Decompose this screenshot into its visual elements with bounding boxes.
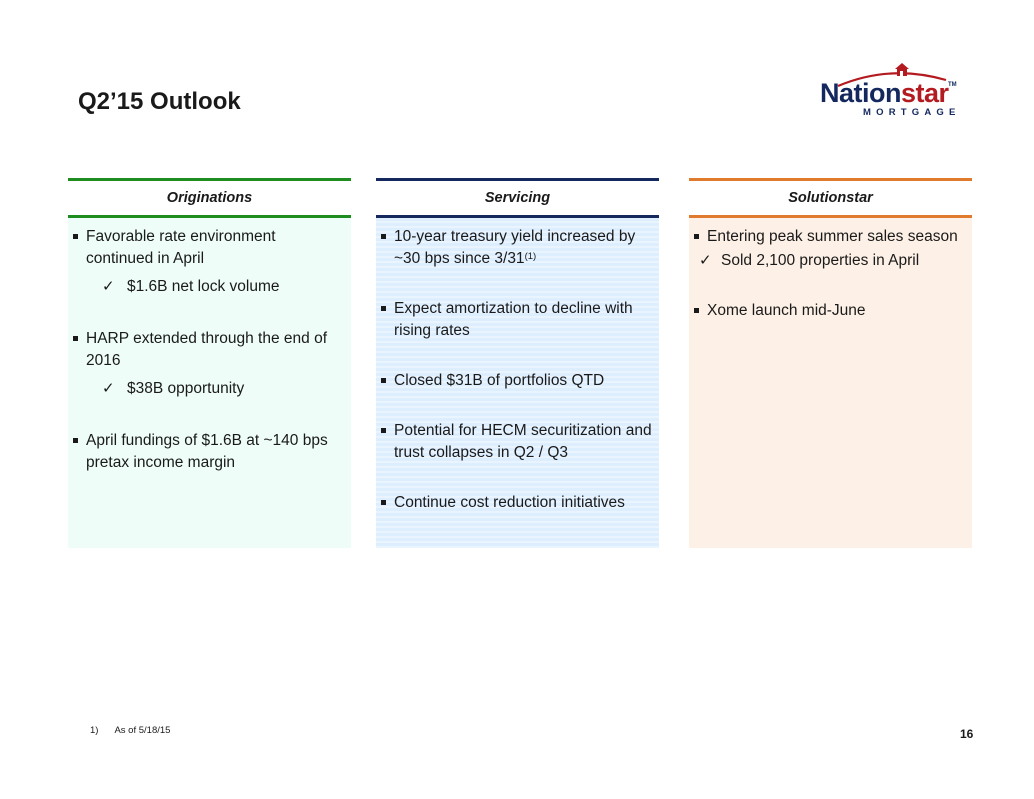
- check-icon: ✓: [102, 278, 115, 295]
- logo-wordmark: [820, 78, 949, 109]
- logo-word-nation: Nation: [820, 78, 901, 108]
- footnote-ref: (1): [524, 251, 537, 262]
- bullet-item: Expect amortization to decline with rising rates: [380, 298, 655, 342]
- nationstar-logo: [818, 62, 961, 120]
- bullet-item: Favorable rate environment continued in April: [72, 226, 347, 270]
- footnote-text: As of 5/18/15: [114, 725, 171, 736]
- originations-header: Originations: [68, 178, 351, 218]
- bullet-item: April fundings of $1.6B at ~140 bps pretax income margin: [72, 430, 347, 474]
- check-item-text: $38B opportunity: [127, 380, 245, 397]
- house-icon: [895, 63, 909, 76]
- logo-trademark: TM: [948, 82, 957, 88]
- check-item: [693, 250, 968, 272]
- solutionstar-column: [689, 178, 972, 548]
- bullet-item: Entering peak summer sales season: [693, 226, 968, 248]
- originations-column: [68, 178, 351, 548]
- check-item: [72, 276, 347, 298]
- page-number: 16: [960, 727, 974, 741]
- bullet-item: HARP extended through the end of 2016: [72, 328, 347, 372]
- bullet-item-text: 10-year treasury yield increased by ~30 bps since 3/31: [394, 228, 636, 267]
- check-item-text: Sold 2,100 properties in April: [721, 252, 920, 269]
- footnote: [90, 725, 170, 736]
- check-item: [72, 378, 347, 400]
- servicing-body: [376, 218, 659, 548]
- solutionstar-header: Solutionstar: [689, 178, 972, 218]
- logo-word-star: star: [901, 78, 949, 108]
- slide-title: Q2’15 Outlook: [78, 88, 241, 115]
- check-icon: ✓: [699, 252, 712, 269]
- solutionstar-body: [689, 218, 972, 548]
- bullet-item: Xome launch mid-June: [693, 300, 968, 322]
- bullet-item: Closed $31B of portfolios QTD: [380, 370, 655, 392]
- check-icon: ✓: [102, 380, 115, 397]
- originations-body: [68, 218, 351, 548]
- servicing-column: [376, 178, 659, 548]
- logo-subtitle: MORTGAGE: [863, 107, 961, 118]
- check-item-text: $1.6B net lock volume: [127, 278, 280, 295]
- footnote-number: 1): [90, 725, 99, 736]
- servicing-header: Servicing: [376, 178, 659, 218]
- bullet-item: Potential for HECM securitization and trust collapses in Q2 / Q3: [380, 420, 655, 464]
- bullet-item: [380, 226, 655, 270]
- bullet-item: Continue cost reduction initiatives: [380, 492, 655, 514]
